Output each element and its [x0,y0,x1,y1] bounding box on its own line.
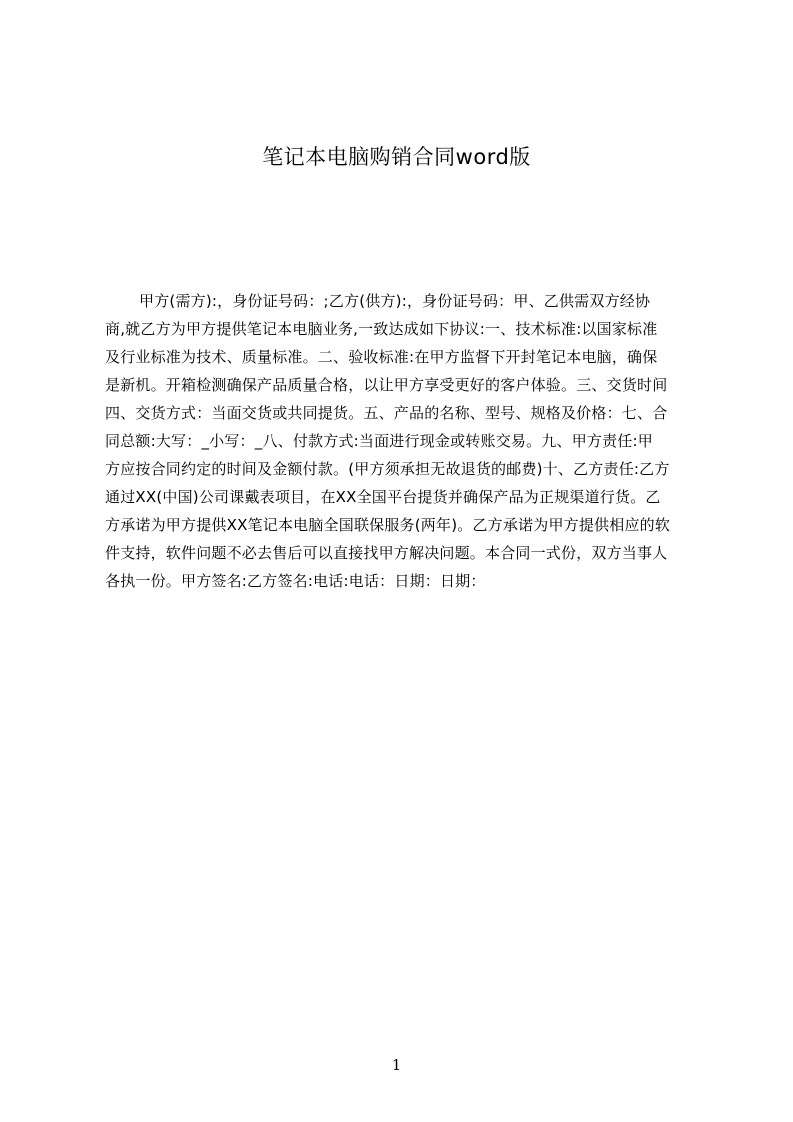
document-title: 笔记本电脑购销合同word版 [262,145,531,169]
body-line-3: 及行业标准为技术、质量标准。二、验收标准:在甲方监督下开封笔记本电脑，确保 [105,348,658,366]
body-line-6: 同总额:大写：_小写：_八、付款方式:当面进行现金或转账交易。九、甲方责任:甲 [105,432,653,450]
body-line-5: 四、交货方式：当面交货或共同提货。五、产品的名称、型号、规格及价格：七、合 [105,404,668,422]
body-line-4: 是新机。开箱检测确保产品质量合格，以让甲方享受更好的客户体验。三、交货时间 [105,376,668,394]
body-line-1: 甲方(需方):，身份证号码：;乙方(供方):，身份证号码：甲、乙供需双方经协 [139,292,651,310]
body-line-11: 各执一份。甲方签名:乙方签名:电话:电话：日期：日期： [105,572,486,590]
body-line-2: 商,就乙方为甲方提供笔记本电脑业务,一致达成如下协议:一、技术标准:以国家标准 [105,320,658,338]
body-line-7: 方应按合同约定的时间及金额付款。(甲方须承担无故退货的邮费)十、乙方责任:乙方 [105,460,670,478]
body-line-8: 通过XX(中国)公司课戴表项目，在XX全国平台提货并确保产品为正规渠道行货。乙 [105,488,661,506]
body-line-10: 件支持，软件问题不必去售后可以直接找甲方解决问题。本合同一式份，双方当事人 [105,544,668,562]
contract-body [105,287,698,595]
page-number: 1 [391,1056,402,1074]
body-line-9: 方承诺为甲方提供XX笔记本电脑全国联保服务(两年)。乙方承诺为甲方提供相应的软 [105,516,671,534]
